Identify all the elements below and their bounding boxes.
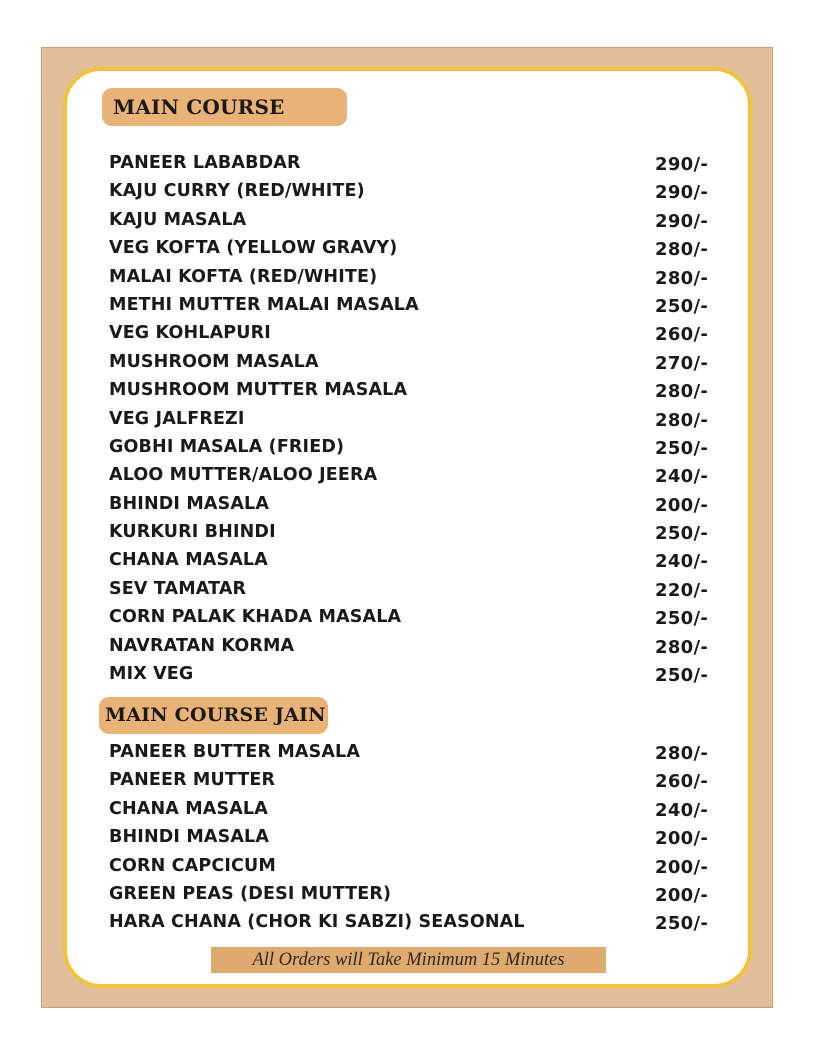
- menu-item-name: SEV TAMATAR: [109, 578, 247, 599]
- menu-item-price: 280/-: [655, 239, 709, 261]
- menu-item-name: PANEER MUTTER: [109, 770, 276, 791]
- main-course-heading: MAIN COURSE: [102, 88, 347, 126]
- menu-item-name: CORN CAPCICUM: [109, 855, 276, 876]
- menu-item-price: 260/-: [655, 771, 709, 793]
- menu-item-price: 240/-: [655, 551, 709, 573]
- menu-item-price: 250/-: [655, 608, 709, 630]
- menu-item: [109, 853, 729, 881]
- menu-item-price: 290/-: [655, 182, 709, 204]
- menu-item-price: 250/-: [655, 913, 709, 935]
- menu-item-name: VEG KOFTA (YELLOW GRAVY): [109, 238, 398, 259]
- menu-item-price: 250/-: [655, 437, 709, 459]
- menu-item-name: PANEER LABABDAR: [109, 153, 301, 173]
- footer-note: All Orders will Take Minimum 15 Minutes: [211, 947, 606, 973]
- menu-item-name: ALOO MUTTER/ALOO JEERA: [109, 465, 378, 486]
- menu-item: [109, 264, 729, 292]
- menu-item: [109, 547, 729, 575]
- menu-item: [109, 519, 729, 547]
- menu-item-name: PANEER BUTTER MASALA: [109, 742, 361, 762]
- menu-item-name: VEG KOHLAPURI: [109, 323, 271, 344]
- menu-item-name: BHINDI MASALA: [109, 493, 270, 514]
- menu-item: [109, 377, 729, 405]
- menu-item: [109, 633, 729, 661]
- menu-item: [109, 292, 729, 320]
- main-course-jain-heading: MAIN COURSE JAIN: [99, 697, 328, 734]
- main-course-list: [109, 150, 729, 689]
- menu-item: [109, 150, 729, 178]
- menu-item: [109, 739, 729, 767]
- menu-item-name: CORN PALAK KHADA MASALA: [109, 607, 402, 628]
- menu-item-name: NAVRATAN KORMA: [109, 635, 295, 656]
- menu-item-name: MIX VEG: [109, 664, 194, 685]
- menu-item-name: MUSHROOM MASALA: [109, 351, 319, 372]
- menu-item-price: 250/-: [655, 295, 709, 317]
- menu-item-price: 250/-: [655, 665, 709, 687]
- menu-item-name: GREEN PEAS (DESI MUTTER): [109, 883, 392, 904]
- main-course-jain-list: [109, 739, 729, 938]
- menu-item-name: CHANA MASALA: [109, 550, 268, 571]
- menu-item-price: 290/-: [655, 154, 709, 175]
- menu-item-price: 290/-: [655, 210, 709, 232]
- menu-item-name: GOBHI MASALA (FRIED): [109, 436, 345, 457]
- menu-item: [109, 178, 729, 206]
- menu-item-price: 220/-: [655, 579, 709, 601]
- menu-item-name: KAJU MASALA: [109, 209, 247, 230]
- menu-item-price: 260/-: [655, 324, 709, 346]
- menu-item-price: 240/-: [655, 466, 709, 488]
- menu-item: [109, 881, 729, 909]
- menu-item-name: HARA CHANA (CHOR KI SABZI) SEASONAL: [109, 912, 525, 933]
- menu-item-price: 280/-: [655, 381, 709, 403]
- menu-item-price: 200/-: [655, 828, 709, 850]
- menu-item: [109, 576, 729, 604]
- menu-item-name: VEG JALFREZI: [109, 408, 245, 429]
- menu-item-name: KURKURI BHINDI: [109, 522, 276, 543]
- menu-item-price: 280/-: [655, 636, 709, 658]
- menu-item: [109, 661, 729, 689]
- menu-item-name: METHI MUTTER MALAI MASALA: [109, 294, 419, 315]
- menu-item: [109, 349, 729, 377]
- menu-item-price: 280/-: [655, 409, 709, 431]
- menu-item: [109, 207, 729, 235]
- menu-item: [109, 320, 729, 348]
- menu-item-price: 200/-: [655, 856, 709, 878]
- menu-item-name: KAJU CURRY (RED/WHITE): [109, 181, 365, 202]
- menu-item-name: MUSHROOM MUTTER MASALA: [109, 380, 408, 401]
- menu-item-price: 280/-: [655, 267, 709, 289]
- menu-item: [109, 235, 729, 263]
- menu-item-price: 200/-: [655, 494, 709, 516]
- menu-item: [109, 406, 729, 434]
- menu-item: [109, 604, 729, 632]
- menu-item: [109, 462, 729, 490]
- menu-item-price: 270/-: [655, 352, 709, 374]
- menu-item-price: 200/-: [655, 884, 709, 906]
- menu-item-price: 240/-: [655, 799, 709, 821]
- menu-item: [109, 824, 729, 852]
- menu-item: [109, 491, 729, 519]
- menu-item-price: 250/-: [655, 523, 709, 545]
- menu-item-name: MALAI KOFTA (RED/WHITE): [109, 266, 378, 287]
- menu-item: [109, 909, 729, 937]
- menu-item: [109, 796, 729, 824]
- menu-item: [109, 767, 729, 795]
- menu-item-name: CHANA MASALA: [109, 798, 268, 819]
- menu-item-name: BHINDI MASALA: [109, 827, 270, 848]
- menu-item-price: 280/-: [655, 743, 709, 764]
- menu-item: [109, 434, 729, 462]
